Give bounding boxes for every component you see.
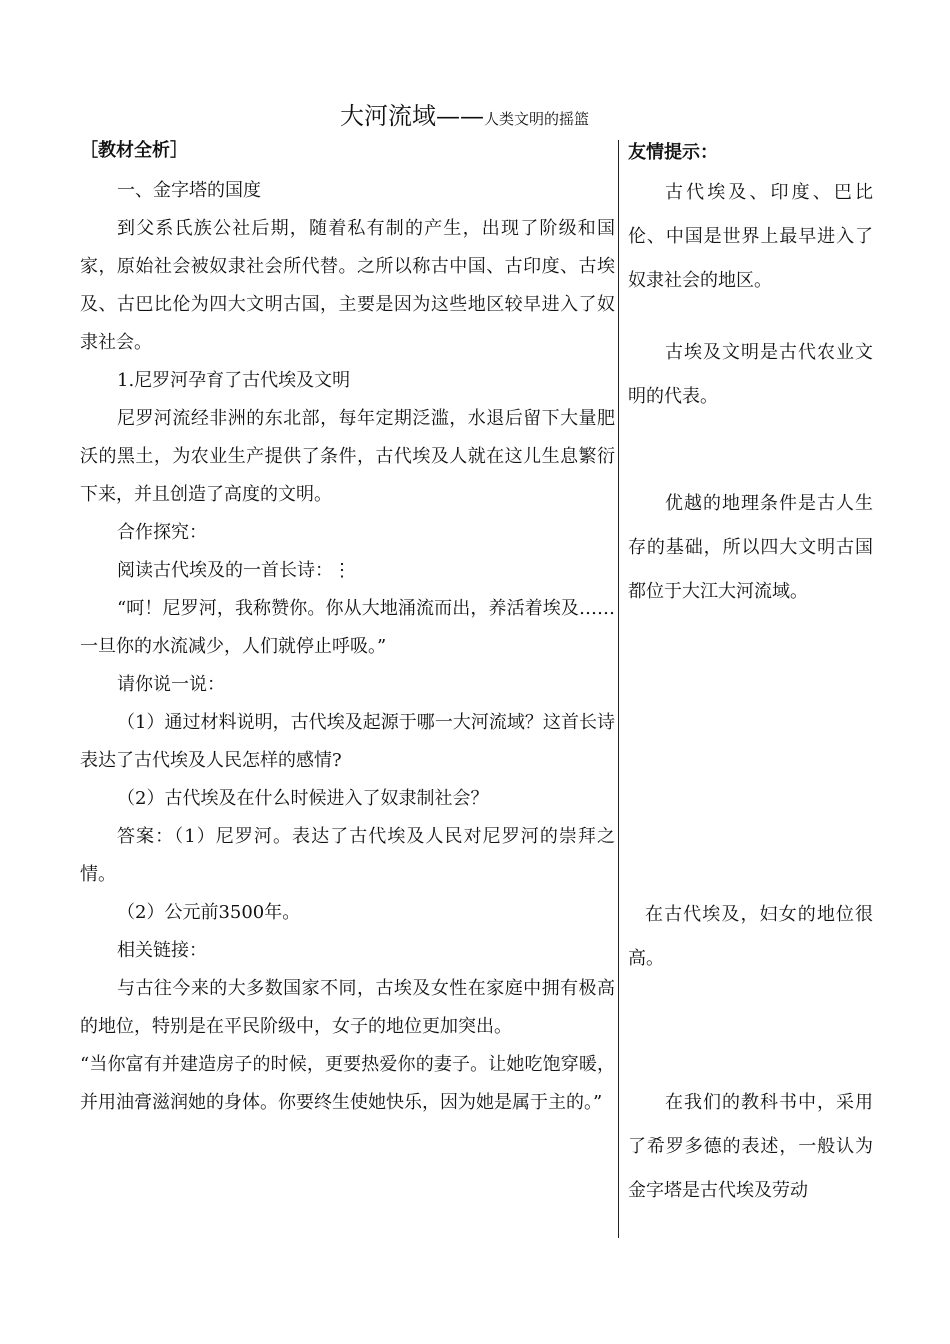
sidebar-heading: 友情提示：: [628, 142, 718, 163]
document-title: [340, 96, 589, 131]
sidebar-tip: [628, 171, 873, 303]
sidebar-tip: [628, 893, 873, 981]
main-column: [80, 136, 615, 1122]
answer: 答案：（1）尼罗河。表达了古代埃及人民对尼罗河的崇拜之情。: [80, 826, 615, 885]
title-main: 大河流域——: [340, 102, 484, 130]
sidebar-tip: [628, 1081, 873, 1213]
column-divider: [618, 140, 619, 1238]
question: （2）古代埃及在什么时候进入了奴隶制社会？: [117, 788, 489, 809]
tip-text: 古代埃及、印度、巴比伦、中国是世界上最早进入了奴隶社会的地区。: [628, 182, 873, 291]
paragraph: 合作探究：: [117, 522, 207, 543]
sidebar-tip: [628, 482, 873, 614]
tip-text: 在我们的教科书中，采用了希罗多德的表述，一般认为金字塔是古代埃及劳动: [628, 1092, 873, 1201]
paragraph: 尼罗河流经非洲的东北部，每年定期泛滥，水退后留下大量肥沃的黑土，为农业生产提供了条件，古代埃及人就在这儿生息繁衍下来，并且创造了高度的文明。: [80, 408, 615, 505]
paragraph: 到父系氏族公社后期，随着私有制的产生，出现了阶级和国家，原始社会被奴隶社会所代替。之所以称古中国、古印度、古埃及、古巴比伦为四大文明古国，主要是因为这些地区较早进入了奴隶社会。: [80, 218, 615, 353]
quote: “当你富有并建造房子的时候，更要热爱你的妻子。让她吃饱穿暖，并用油膏滋润她的身体。你要终生使她快乐，因为她是属于主的。”: [80, 1054, 615, 1113]
section-heading: ［教材全析］: [80, 140, 188, 161]
paragraph: 相关链接：: [117, 940, 207, 961]
title-sub: 人类文明的摇篮: [484, 110, 590, 128]
question: （1）通过材料说明，古代埃及起源于哪一大河流域？这首长诗表达了古代埃及人民怎样的感情?: [80, 712, 615, 771]
paragraph: 请你说一说：: [117, 674, 225, 695]
tip-text: 优越的地理条件是古人生存的基础，所以四大文明古国都位于大江大河流域。: [628, 493, 873, 602]
tip-text: 在古代埃及，妇女的地位很高。: [628, 904, 873, 969]
paragraph: 阅读古代埃及的一首长诗：⋮: [117, 560, 351, 581]
sidebar-tip: [628, 331, 873, 419]
quote: “呵！尼罗河，我称赞你。你从大地涌流而出，养活着埃及……一旦你的水流减少，人们就停止呼吸。”: [80, 598, 615, 657]
tip-text: 古埃及文明是古代农业文明的代表。: [628, 342, 873, 407]
subsection-title: 1.尼罗河孕育了古代埃及文明: [117, 370, 351, 391]
answer: （2）公元前3500年。: [117, 902, 301, 923]
paragraph: 与古往今来的大多数国家不同，古埃及女性在家庭中拥有极高的地位，特别是在平民阶级中，女子的地位更加突出。: [80, 978, 615, 1037]
subsection-title: 一、金字塔的国度: [117, 180, 261, 201]
